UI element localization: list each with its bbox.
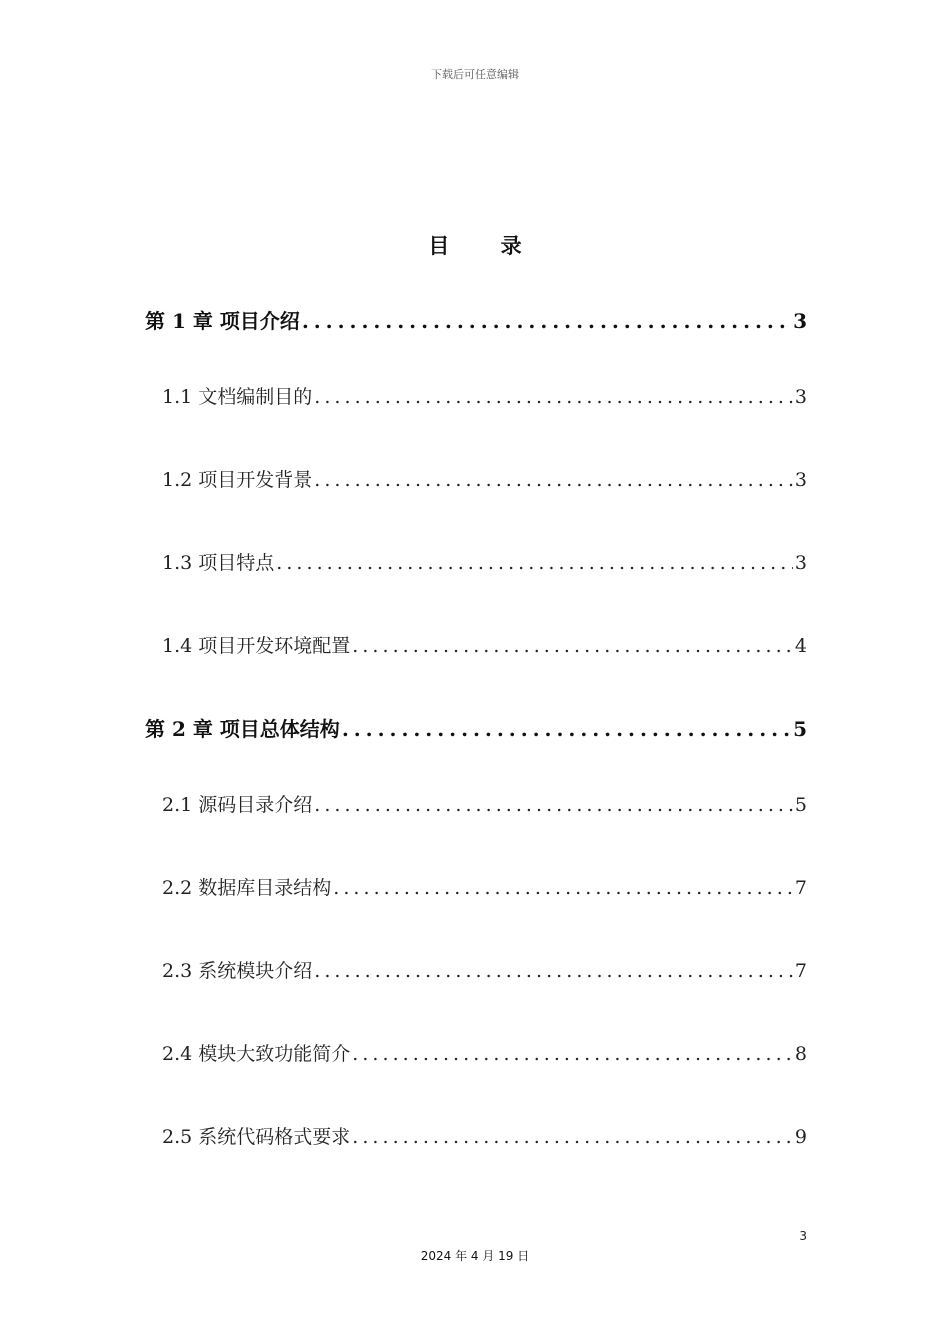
- toc-title: 目 录: [428, 234, 544, 258]
- footer-date: 2024 年 4 月 19 日: [420, 1249, 530, 1263]
- toc-dot-leader: [312, 790, 793, 820]
- toc-dot-leader: [350, 1122, 793, 1152]
- toc-entry-chapter-2[interactable]: [145, 714, 807, 744]
- toc-entry-label: 2.5 系统代码格式要求: [162, 1126, 351, 1148]
- toc-entry-section-2-1[interactable]: [162, 790, 807, 820]
- toc-entry-section-2-3[interactable]: [162, 956, 807, 986]
- toc-dot-leader: [312, 956, 793, 986]
- toc-entry-page: 9: [794, 1126, 807, 1148]
- page-header: 下载后可任意编辑: [431, 68, 519, 81]
- toc-entry-chapter-1[interactable]: [145, 306, 807, 336]
- toc-entry-section-1-4[interactable]: [162, 631, 807, 661]
- toc-entry-page: 8: [794, 1043, 807, 1065]
- toc-entry-section-2-2[interactable]: [162, 873, 807, 903]
- toc-entry-label: 1.2 项目开发背景: [162, 469, 313, 491]
- toc-entry-label: 第 2 章 项目总体结构: [145, 717, 340, 741]
- toc-entry-label: 2.2 数据库目录结构: [162, 877, 332, 899]
- toc-entry-page: 7: [794, 877, 807, 899]
- toc-entry-label: 2.4 模块大致功能简介: [162, 1043, 351, 1065]
- toc-entry-page: 3: [794, 552, 807, 574]
- toc-dot-leader: [312, 382, 793, 412]
- toc-dot-leader: [331, 873, 793, 903]
- toc-entry-section-1-1[interactable]: [162, 382, 807, 412]
- page-number: 3: [799, 1229, 807, 1243]
- toc-entry-page: 5: [794, 794, 807, 816]
- toc-entry-label: 1.1 文档编制目的: [162, 386, 313, 408]
- toc-entry-label: 1.3 项目特点: [162, 552, 275, 574]
- toc-entry-label: 2.1 源码目录介绍: [162, 794, 313, 816]
- toc-dot-leader: [274, 548, 793, 578]
- toc-entry-section-1-3[interactable]: [162, 548, 807, 578]
- toc-dot-leader: [340, 714, 791, 744]
- toc-dot-leader: [350, 631, 793, 661]
- toc-entry-label: 2.3 系统模块介绍: [162, 960, 313, 982]
- toc-dot-leader: [350, 1039, 793, 1069]
- toc-entry-page: 3: [794, 386, 807, 408]
- toc-dot-leader: [300, 306, 791, 336]
- toc-entry-label: 1.4 项目开发环境配置: [162, 635, 351, 657]
- toc-entry-page: 3: [794, 469, 807, 491]
- toc-entry-section-2-5[interactable]: [162, 1122, 807, 1152]
- toc-entry-section-2-4[interactable]: [162, 1039, 807, 1069]
- toc-entry-page: 7: [794, 960, 807, 982]
- toc-dot-leader: [312, 465, 793, 495]
- toc-entry-page: 3: [793, 309, 807, 333]
- toc-entry-page: 4: [794, 635, 807, 657]
- toc-entry-section-1-2[interactable]: [162, 465, 807, 495]
- toc-entry-label: 第 1 章 项目介绍: [145, 309, 300, 333]
- toc-entry-page: 5: [793, 717, 807, 741]
